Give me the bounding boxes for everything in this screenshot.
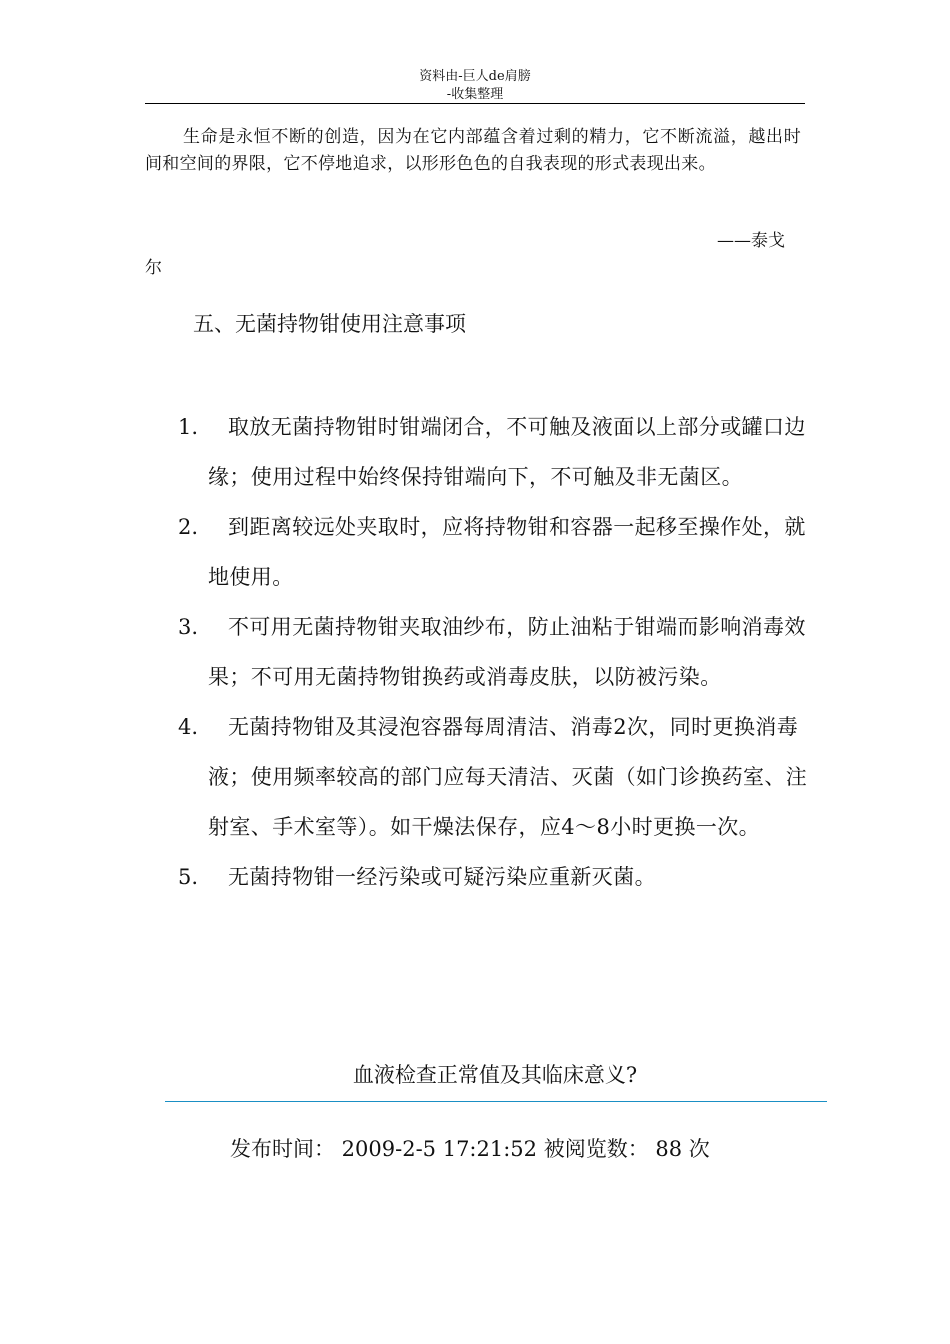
- list-item-number: 5.: [178, 865, 199, 889]
- list-item-text: 无菌持物钳及其浸泡容器每周清洁、消毒2次，同时更换消毒液；使用频率较高的部门应每天清洁、灭菌（如门诊换药室、注射室、手术室等）。如干燥法保存，应4～8小时更换一次。: [208, 715, 808, 839]
- list-item: [178, 502, 808, 602]
- list-item: [178, 702, 808, 852]
- quote-paragraph: 生命是永恒不断的创造，因为在它内部蕴含着过剩的精力，它不断流溢，越出时间和空间的界限，它不停地追求，以形形色色的自我表现的形式表现出来。: [145, 127, 801, 174]
- list-item-number: 3.: [178, 615, 199, 639]
- list-item-text: 到距离较远处夹取时，应将持物钳和容器一起移至操作处，就地使用。: [208, 515, 806, 589]
- list-item-number: 2.: [178, 515, 199, 539]
- precautions-list: [178, 402, 808, 902]
- list-item-number: 4.: [178, 715, 199, 739]
- attribution-line-2: 尔: [145, 258, 162, 278]
- article-title: 血液检查正常值及其临床意义?: [352, 1063, 638, 1087]
- list-item: [178, 602, 808, 702]
- list-item-text: 不可用无菌持物钳夹取油纱布，防止油粘于钳端而影响消毒效果；不可用无菌持物钳换药或消毒皮肤，以防被污染。: [208, 615, 806, 689]
- header-line-1: 资料由-巨人de肩膀: [419, 69, 531, 84]
- list-item: [178, 402, 808, 502]
- page-header: [145, 68, 805, 104]
- list-item-number: 1.: [178, 415, 199, 439]
- article-meta: 发布时间： 2009-2-5 17:21:52 被阅览数： 88 次: [230, 1137, 710, 1161]
- list-item-text: 无菌持物钳一经污染或可疑污染应重新灭菌。: [228, 865, 656, 889]
- section-title: 五、无菌持物钳使用注意事项: [193, 312, 466, 336]
- quote-attribution: [145, 228, 801, 282]
- list-item: [178, 852, 808, 902]
- attribution-line-1: ——泰戈: [717, 231, 785, 251]
- header-divider: [145, 103, 805, 104]
- article-divider: [165, 1101, 827, 1102]
- list-item-text: 取放无菌持物钳时钳端闭合，不可触及液面以上部分或罐口边缘；使用过程中始终保持钳端向下，不可触及非无菌区。: [208, 415, 806, 489]
- header-line-2: -收集整理: [446, 87, 504, 102]
